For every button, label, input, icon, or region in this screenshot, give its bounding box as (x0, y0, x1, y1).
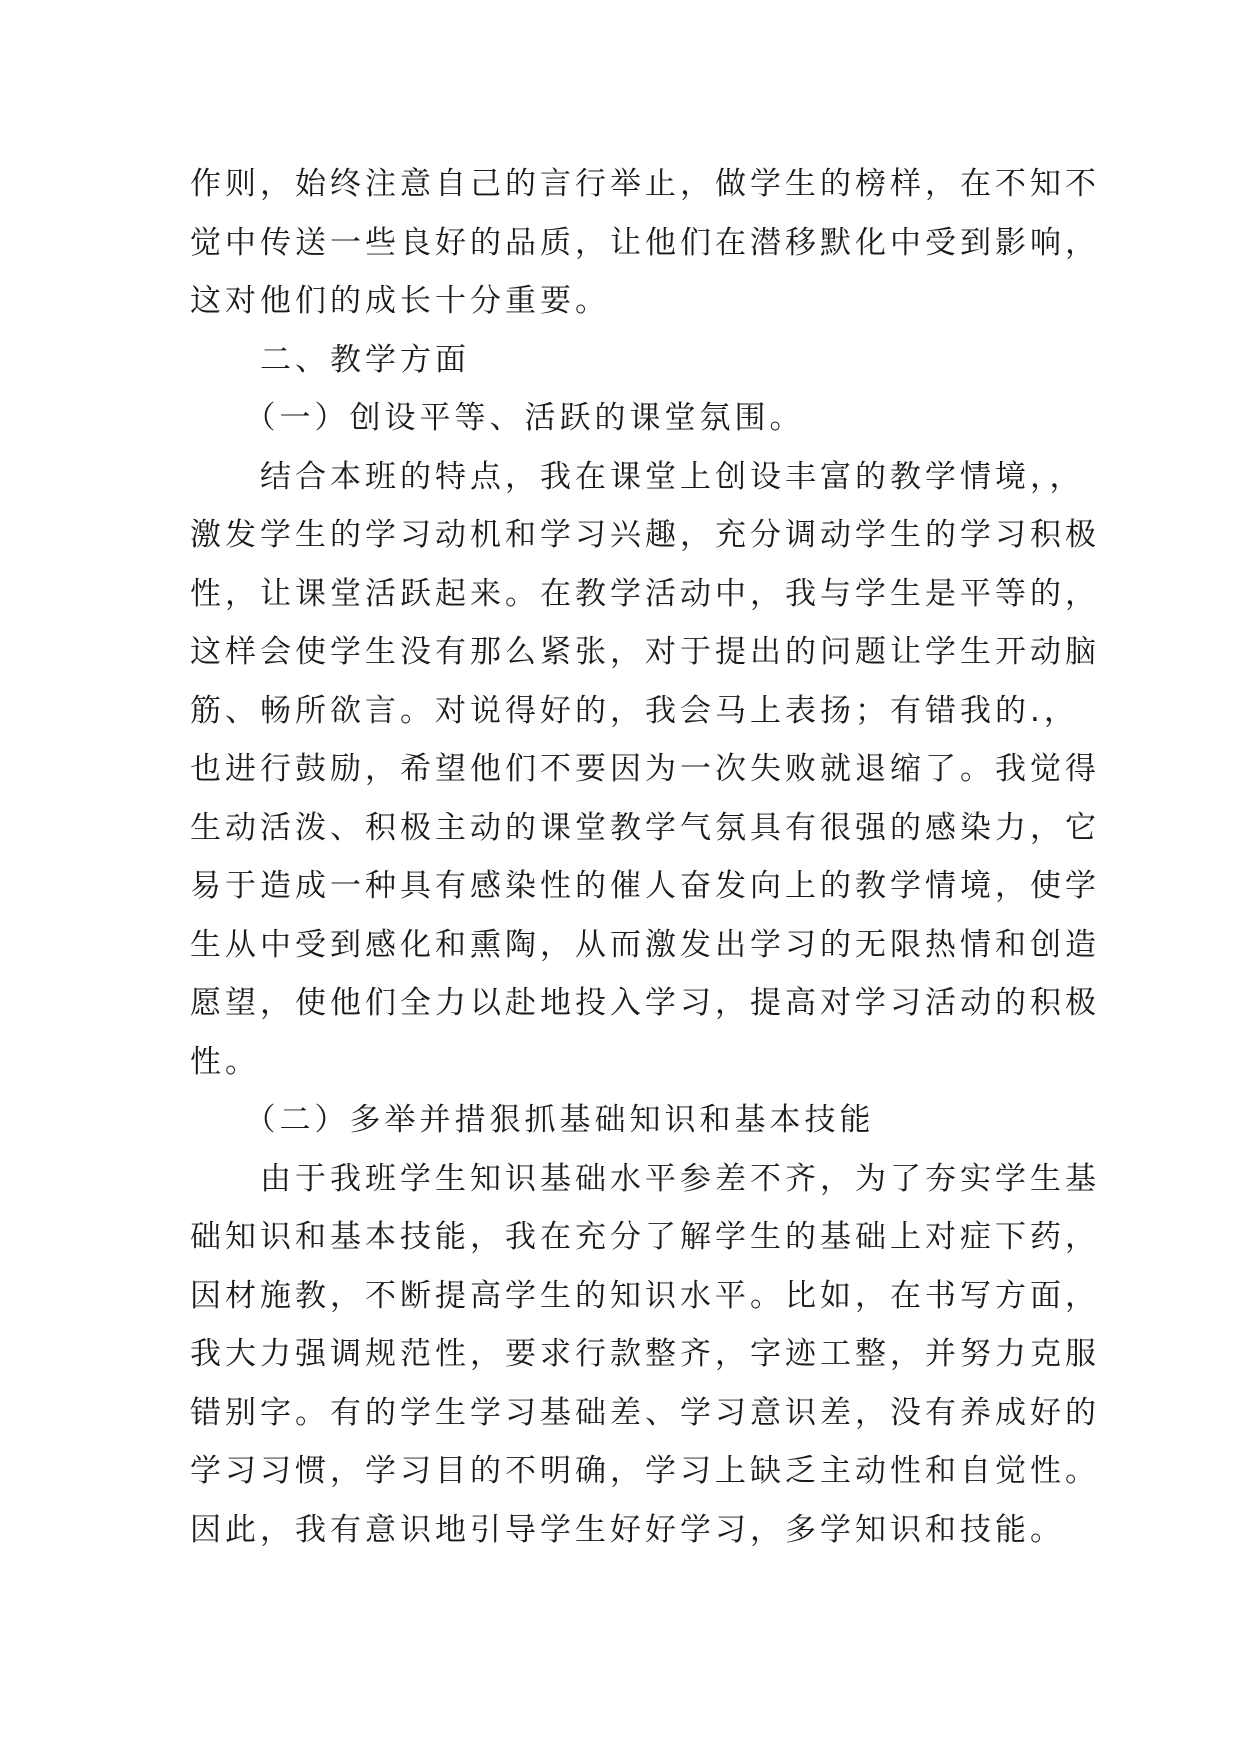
text-line: 筋、畅所欲言。对说得好的，我会马上表扬；有错我的.， (190, 692, 1079, 729)
section-heading: 二、教学方面 (190, 341, 470, 378)
text-line: 愿望，使他们全力以赴地投入学习，提高对学习活动的积极 (190, 985, 1100, 1021)
text-line: 激发学生的学习动机和学习兴趣，充分调动学生的学习积极 (190, 517, 1100, 553)
text-line: 易于造成一种具有感染性的催人奋发向上的教学情境，使学 (190, 868, 1100, 904)
text-line: 性。 (190, 1043, 260, 1080)
text-line: 生从中受到感化和熏陶，从而激发出学习的无限热情和创造 (190, 926, 1100, 963)
text-line: 础知识和基本技能，我在充分了解学生的基础上对症下药， (190, 1219, 1100, 1255)
text-line: 这样会使学生没有那么紧张，对于提出的问题让学生开动脑 (190, 634, 1100, 670)
text-line: 结合本班的特点，我在课堂上创设丰富的教学情境，， (190, 458, 1085, 495)
text-line: 由于我班学生知识基础水平参差不齐，为了夯实学生基 (190, 1160, 1100, 1197)
text-line: 生动活泼、积极主动的课堂教学气氛具有很强的感染力，它 (190, 809, 1100, 846)
text-line: 性，让课堂活跃起来。在教学活动中，我与学生是平等的， (190, 575, 1100, 612)
text-line: 因此，我有意识地引导学生好好学习，多学知识和技能。 (190, 1511, 1065, 1548)
subsection-heading: （二）多举并措狠抓基础知识和基本技能 (190, 1102, 875, 1138)
document-body (190, 155, 1100, 1559)
text-line: 作则，始终注意自己的言行举止，做学生的榜样，在不知不 (190, 166, 1100, 202)
text-line: 我大力强调规范性，要求行款整齐，字迹工整，并努力克服 (190, 1336, 1100, 1372)
text-line: 学习习惯，学习目的不明确，学习上缺乏主动性和自觉性。 (190, 1453, 1100, 1489)
text-line: 觉中传送一些良好的品质，让他们在潜移默化中受到影响， (190, 224, 1100, 261)
text-line: 错别字。有的学生学习基础差、学习意识差，没有养成好的 (190, 1394, 1100, 1431)
text-line: 也进行鼓励，希望他们不要因为一次失败就退缩了。我觉得 (190, 751, 1100, 787)
subsection-heading: （一）创设平等、活跃的课堂氛围。 (190, 400, 805, 436)
text-line: 因材施教，不断提高学生的知识水平。比如，在书写方面， (190, 1277, 1100, 1314)
text-line: 这对他们的成长十分重要。 (190, 283, 610, 319)
